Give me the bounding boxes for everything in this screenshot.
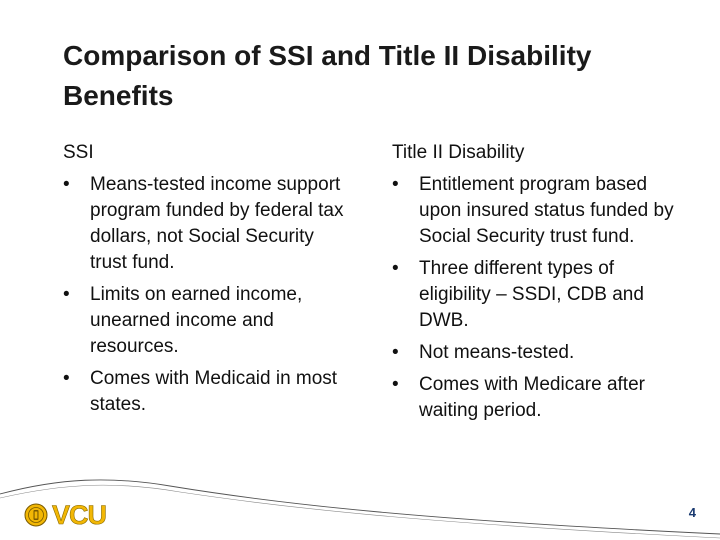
title-ii-bullet (392, 256, 687, 334)
title-ii-column (392, 140, 687, 430)
title-ii-heading: Title II Disability (392, 142, 525, 163)
title-ii-bullet (392, 172, 687, 250)
bullet-icon: • (63, 368, 70, 389)
bullet-icon: • (63, 284, 70, 305)
title-ii-bullet (392, 340, 687, 366)
ssi-bullet-text: Comes with Medicaid in most states. (90, 368, 338, 415)
title-ii-bullet (392, 372, 687, 424)
title-ii-bullet-text: Comes with Medicare after waiting period. (419, 374, 645, 421)
title-ii-bullet-text: Three different types of eligibility – SSDI, CDB and DWB. (419, 258, 644, 331)
title-ii-bullet-text: Not means-tested. (419, 342, 575, 363)
footer-swoosh-decoration (0, 472, 720, 540)
bullet-icon: • (392, 342, 399, 363)
ssi-heading: SSI (63, 142, 94, 163)
slide-title: Comparison of SSI and Title II Disability Benefits (63, 40, 592, 111)
title-ii-bullet-text: Entitlement program based upon insured status funded by Social Security trust fund. (419, 174, 674, 247)
ssi-bullet-list (63, 172, 348, 418)
bullet-icon: • (392, 174, 399, 195)
page-number: 4 (688, 505, 696, 520)
ssi-column (63, 140, 348, 424)
ssi-bullet (63, 366, 348, 418)
ssi-bullet (63, 282, 348, 360)
bullet-icon: • (392, 374, 399, 395)
bullet-icon: • (392, 258, 399, 279)
seal-icon (24, 503, 48, 527)
vcu-logo-text: VCU (52, 499, 107, 530)
title-ii-bullet-list (392, 172, 687, 424)
bullet-icon: • (63, 174, 70, 195)
vcu-logo (24, 500, 106, 530)
ssi-bullet-text: Means-tested income support program funded by federal tax dollars, not Social Security trust fund. (90, 174, 344, 273)
ssi-bullet-text: Limits on earned income, unearned income and resources. (90, 284, 303, 357)
ssi-bullet (63, 172, 348, 276)
